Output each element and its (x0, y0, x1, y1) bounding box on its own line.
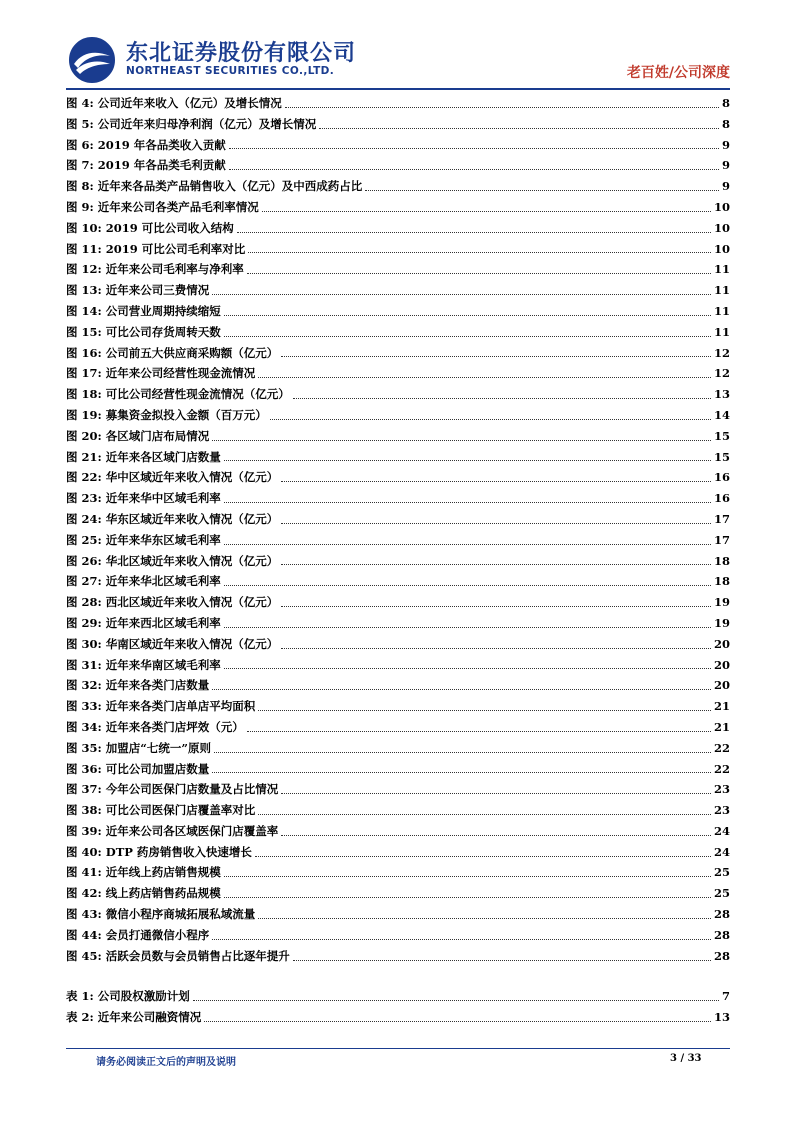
figure-entry[interactable] (66, 93, 730, 114)
toc-entry-label: 图 32: 近年来各类门店数量 (66, 678, 210, 693)
toc-entry-page: 13 (713, 387, 730, 402)
toc-entry-page: 8 (721, 116, 730, 131)
figure-entry[interactable] (66, 800, 730, 821)
figure-entry[interactable] (66, 259, 730, 280)
dot-leader (281, 835, 711, 836)
figure-table-index (66, 93, 730, 1028)
dot-leader (212, 440, 711, 441)
dot-leader (281, 523, 711, 524)
figure-entry[interactable] (66, 821, 730, 842)
figure-entry[interactable] (66, 301, 730, 322)
toc-entry-page: 11 (713, 262, 730, 277)
toc-entry-label: 图 13: 近年来公司三费情况 (66, 283, 210, 298)
toc-entry-label: 图 9: 近年来公司各类产品毛利率情况 (66, 199, 259, 214)
dot-leader (281, 793, 711, 794)
dot-leader (258, 377, 711, 378)
toc-entry-label: 图 19: 募集资金拟投入金额（百万元） (66, 407, 267, 422)
disclaimer-note: 请务必阅读正文后的声明及说明 (96, 1057, 236, 1068)
toc-entry-label: 图 33: 近年来各类门店单店平均面积 (66, 699, 256, 714)
toc-entry-label: 图 40: DTP 药房销售收入快速增长 (66, 844, 252, 859)
dot-leader (224, 585, 711, 586)
toc-entry-label: 图 45: 活跃会员数与会员销售占比逐年提升 (66, 948, 290, 963)
dot-leader (365, 190, 719, 191)
figure-entry[interactable] (66, 592, 730, 613)
dot-leader (281, 564, 711, 565)
dot-leader (229, 148, 719, 149)
dot-leader (214, 752, 711, 753)
toc-entry-page: 14 (713, 407, 730, 422)
toc-entry-page: 10 (713, 241, 730, 256)
toc-entry-page: 7 (721, 989, 730, 1004)
figure-entry[interactable] (66, 904, 730, 925)
dot-leader (212, 772, 711, 773)
dot-leader (270, 419, 711, 420)
toc-entry-label: 图 26: 华北区域近年来收入情况（亿元） (66, 553, 279, 568)
page-header (66, 34, 730, 90)
toc-entry-page: 12 (713, 345, 730, 360)
dot-leader (224, 502, 711, 503)
dot-leader (224, 544, 711, 545)
dot-leader (281, 648, 711, 649)
figure-entry[interactable] (66, 405, 730, 426)
figure-entry[interactable] (66, 675, 730, 696)
page-number: 3 / 33 (670, 1053, 702, 1064)
toc-entry-label: 图 24: 华东区域近年来收入情况（亿元） (66, 511, 279, 526)
toc-entry-page: 18 (713, 574, 730, 589)
toc-entry-label: 图 35: 加盟店“七统一”原则 (66, 740, 211, 755)
toc-entry-page: 22 (713, 761, 730, 776)
toc-entry-page: 9 (721, 179, 730, 194)
toc-entry-label: 图 8: 近年来各品类产品销售收入（亿元）及中西成药占比 (66, 179, 363, 194)
toc-entry-page: 10 (713, 220, 730, 235)
dot-leader (204, 1021, 711, 1022)
toc-entry-page: 20 (713, 636, 730, 651)
dot-leader (262, 211, 711, 212)
figure-entry[interactable] (66, 322, 730, 343)
toc-entry-page: 18 (713, 553, 730, 568)
toc-entry-page: 23 (713, 782, 730, 797)
dot-leader (229, 169, 719, 170)
toc-entry-label: 图 6: 2019 年各品类收入贡献 (66, 137, 226, 152)
toc-entry-label: 图 4: 公司近年来收入（亿元）及增长情况 (66, 96, 282, 110)
figure-entry[interactable] (66, 218, 730, 239)
dot-leader (212, 689, 711, 690)
toc-entry-page: 16 (713, 470, 730, 485)
toc-entry-label: 图 14: 公司营业周期持续缩短 (66, 303, 221, 318)
dot-leader (224, 315, 711, 316)
dot-leader (237, 232, 711, 233)
toc-entry-label: 图 25: 近年来华东区域毛利率 (66, 532, 221, 547)
toc-entry-page: 23 (713, 803, 730, 818)
report-category: 老百姓/公司深度 (626, 65, 730, 81)
toc-entry-page: 16 (713, 491, 730, 506)
figure-entry[interactable] (66, 176, 730, 197)
figure-entry[interactable] (66, 571, 730, 592)
toc-entry-page: 17 (713, 532, 730, 547)
toc-entry-label: 图 42: 线上药店销售药品规模 (66, 886, 221, 901)
dot-leader (224, 460, 711, 461)
toc-entry-label: 图 21: 近年来各区域门店数量 (66, 449, 221, 464)
toc-entry-page: 10 (713, 199, 730, 214)
figure-entry[interactable] (66, 946, 730, 967)
dot-leader (212, 939, 711, 940)
table-entry[interactable] (66, 986, 730, 1007)
toc-entry-label: 图 11: 2019 可比公司毛利率对比 (66, 241, 246, 256)
dot-leader (224, 627, 711, 628)
dot-leader (255, 856, 711, 857)
figure-entry[interactable] (66, 467, 730, 488)
toc-entry-page: 17 (713, 511, 730, 526)
dot-leader (247, 731, 711, 732)
figure-entry[interactable] (66, 135, 730, 156)
toc-entry-label: 图 23: 近年来华中区域毛利率 (66, 491, 221, 506)
figure-entry[interactable] (66, 613, 730, 634)
dot-leader (212, 294, 711, 295)
dot-leader (258, 814, 711, 815)
toc-entry-page: 25 (713, 865, 730, 880)
toc-entry-page: 15 (713, 449, 730, 464)
dot-leader (319, 128, 719, 129)
figure-entry[interactable] (66, 280, 730, 301)
toc-entry-label: 图 27: 近年来华北区域毛利率 (66, 574, 221, 589)
figure-entry[interactable] (66, 551, 730, 572)
toc-entry-label: 图 18: 可比公司经营性现金流情况（亿元） (66, 387, 290, 402)
toc-entry-label: 图 17: 近年来公司经营性现金流情况 (66, 366, 256, 381)
toc-entry-label: 表 1: 公司股权激励计划 (66, 989, 190, 1004)
figure-entry[interactable] (66, 488, 730, 509)
toc-entry-page: 21 (713, 699, 730, 714)
toc-entry-label: 表 2: 近年来公司融资情况 (66, 1010, 202, 1025)
northeast-securities-logo-icon (66, 34, 118, 86)
toc-entry-label: 图 7: 2019 年各品类毛利贡献 (66, 158, 226, 173)
dot-leader (224, 668, 711, 669)
figure-entry[interactable] (66, 779, 730, 800)
figure-list (66, 93, 730, 966)
toc-entry-label: 图 5: 公司近年来归母净利润（亿元）及增长情况 (66, 116, 317, 131)
figure-entry[interactable] (66, 883, 730, 904)
toc-entry-page: 24 (713, 844, 730, 859)
toc-entry-label: 图 43: 微信小程序商城拓展私域流量 (66, 907, 256, 922)
toc-entry-page: 28 (713, 948, 730, 963)
dot-leader (193, 1000, 719, 1001)
toc-entry-label: 图 36: 可比公司加盟店数量 (66, 761, 210, 776)
toc-entry-label: 图 22: 华中区域近年来收入情况（亿元） (66, 470, 279, 485)
figure-entry[interactable] (66, 155, 730, 176)
dot-leader (258, 710, 711, 711)
dot-leader (247, 273, 711, 274)
toc-entry-page: 25 (713, 886, 730, 901)
figure-entry[interactable] (66, 426, 730, 447)
toc-entry-page: 24 (713, 823, 730, 838)
toc-entry-label: 图 44: 会员打通微信小程序 (66, 927, 210, 942)
figure-entry[interactable] (66, 759, 730, 780)
toc-entry-label: 图 10: 2019 可比公司收入结构 (66, 220, 234, 235)
brand-name-cn: 东北证券股份有限公司 (126, 41, 357, 66)
toc-entry-label: 图 30: 华南区域近年来收入情况（亿元） (66, 636, 279, 651)
dot-leader (224, 897, 711, 898)
figure-entry[interactable] (66, 384, 730, 405)
dot-leader (293, 398, 711, 399)
figure-entry[interactable] (66, 655, 730, 676)
toc-entry-label: 图 29: 近年来西北区域毛利率 (66, 615, 221, 630)
toc-entry-page: 28 (713, 907, 730, 922)
footer-divider (66, 1048, 730, 1049)
figure-entry[interactable] (66, 114, 730, 135)
toc-entry-label: 图 12: 近年来公司毛利率与净利率 (66, 262, 244, 277)
toc-entry-label: 图 28: 西北区域近年来收入情况（亿元） (66, 595, 279, 610)
toc-entry-page: 20 (713, 657, 730, 672)
toc-entry-label: 图 38: 可比公司医保门店覆盖率对比 (66, 803, 256, 818)
toc-entry-page: 28 (713, 927, 730, 942)
dot-leader (224, 876, 711, 877)
figure-entry[interactable] (66, 363, 730, 384)
dot-leader (224, 336, 711, 337)
figure-entry[interactable] (66, 925, 730, 946)
figure-entry[interactable] (66, 842, 730, 863)
figure-entry[interactable] (66, 447, 730, 468)
dot-leader (285, 107, 719, 108)
figure-entry[interactable] (66, 509, 730, 530)
list-spacer (66, 966, 730, 986)
figure-entry[interactable] (66, 239, 730, 260)
brand-name-en: NORTHEAST SECURITIES CO.,LTD. (126, 65, 335, 77)
dot-leader (293, 960, 711, 961)
dot-leader (281, 356, 711, 357)
dot-leader (248, 252, 711, 253)
toc-entry-page: 11 (713, 283, 730, 298)
figure-entry[interactable] (66, 343, 730, 364)
toc-entry-page: 12 (713, 366, 730, 381)
toc-entry-label: 图 15: 可比公司存货周转天数 (66, 324, 221, 339)
figure-entry[interactable] (66, 634, 730, 655)
toc-entry-label: 图 16: 公司前五大供应商采购额（亿元） (66, 345, 279, 360)
toc-entry-label: 图 20: 各区域门店布局情况 (66, 428, 210, 443)
dot-leader (281, 481, 711, 482)
figure-entry[interactable] (66, 530, 730, 551)
toc-entry-page: 19 (713, 615, 730, 630)
toc-entry-page: 22 (713, 740, 730, 755)
figure-entry[interactable] (66, 717, 730, 738)
toc-entry-label: 图 37: 今年公司医保门店数量及占比情况 (66, 782, 279, 797)
toc-entry-page: 11 (713, 324, 730, 339)
figure-entry[interactable] (66, 862, 730, 883)
toc-entry-label: 图 31: 近年来华南区域毛利率 (66, 657, 221, 672)
dot-leader (258, 918, 711, 919)
toc-entry-page: 15 (713, 428, 730, 443)
toc-entry-page: 8 (721, 96, 730, 110)
toc-entry-page: 9 (721, 158, 730, 173)
header-divider (66, 88, 730, 90)
table-entry[interactable] (66, 1007, 730, 1028)
toc-entry-label: 图 34: 近年来各类门店坪效（元） (66, 719, 244, 734)
figure-entry[interactable] (66, 696, 730, 717)
toc-entry-page: 11 (713, 303, 730, 318)
toc-entry-label: 图 39: 近年来公司各区域医保门店覆盖率 (66, 823, 279, 838)
toc-entry-page: 13 (713, 1010, 730, 1025)
dot-leader (281, 606, 711, 607)
toc-entry-page: 21 (713, 719, 730, 734)
table-list (66, 986, 730, 1028)
toc-entry-page: 20 (713, 678, 730, 693)
toc-entry-label: 图 41: 近年线上药店销售规模 (66, 865, 221, 880)
toc-entry-page: 9 (721, 137, 730, 152)
figure-entry[interactable] (66, 738, 730, 759)
figure-entry[interactable] (66, 197, 730, 218)
toc-entry-page: 19 (713, 595, 730, 610)
